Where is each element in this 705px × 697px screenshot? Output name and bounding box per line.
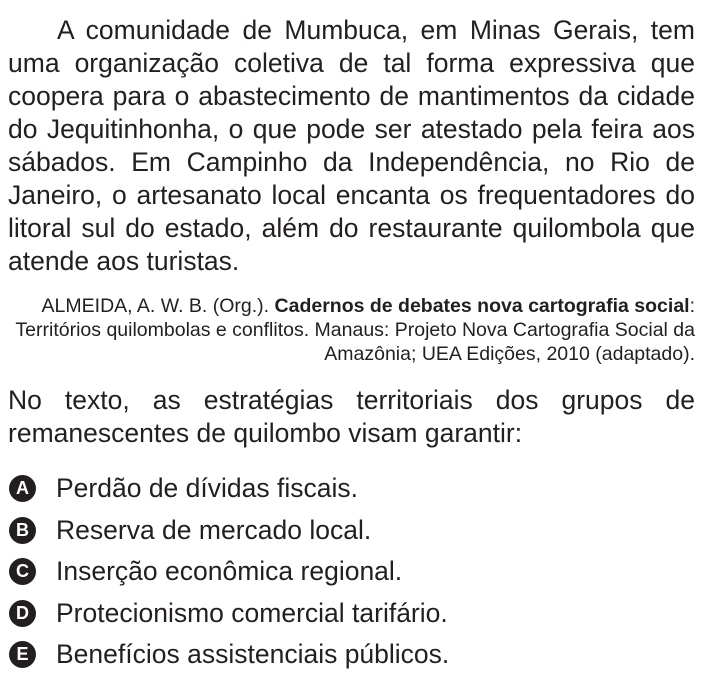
option-c[interactable] [8, 551, 695, 593]
option-b-text: Reserva de mercado local. [56, 514, 372, 545]
citation [8, 294, 695, 366]
citation-book-title: Cadernos de debates nova cartografia social [274, 295, 690, 317]
option-b[interactable] [8, 510, 695, 552]
citation-details: : Territórios quilombolas e conflitos. Manaus: Projeto Nova Cartografia Social da Amazônia; UEA Edições, 2010 (adaptado). [15, 295, 695, 365]
option-d-letter-badge: D [9, 600, 36, 627]
option-e-letter-badge: E [9, 641, 36, 668]
option-b-letter-badge: B [9, 517, 36, 544]
option-d[interactable] [8, 593, 695, 635]
option-d-text: Protecionismo comercial tarifário. [56, 597, 448, 628]
option-a[interactable] [8, 468, 695, 510]
option-a-text: Perdão de dívidas fiscais. [56, 473, 358, 504]
option-c-text: Inserção econômica regional. [56, 556, 403, 587]
option-c-letter-badge: C [9, 558, 36, 585]
passage-text: A comunidade de Mumbuca, em Minas Gerais, tem uma organização coletiva de tal forma expressiva que coopera para o abastecimento de mantimentos da cidade do Jequitinhonha, o que pode ser atestado pela feira aos sábados. Em Campinho da Independência, no Rio de Janeiro, o artesanato local encanta os frequentadores do litoral sul do estado, além do restaurante quilombola que atende aos turistas. [8, 15, 695, 276]
citation-author: ALMEIDA, A. W. B. (Org.). [41, 295, 275, 317]
option-a-letter-badge: A [9, 475, 36, 502]
option-e-text: Benefícios assistenciais públicos. [56, 639, 450, 670]
option-e[interactable] [8, 634, 695, 676]
question-text: No texto, as estratégias territoriais dos grupos de remanescentes de quilombo visam garantir: [8, 385, 695, 448]
answer-options [8, 468, 695, 676]
